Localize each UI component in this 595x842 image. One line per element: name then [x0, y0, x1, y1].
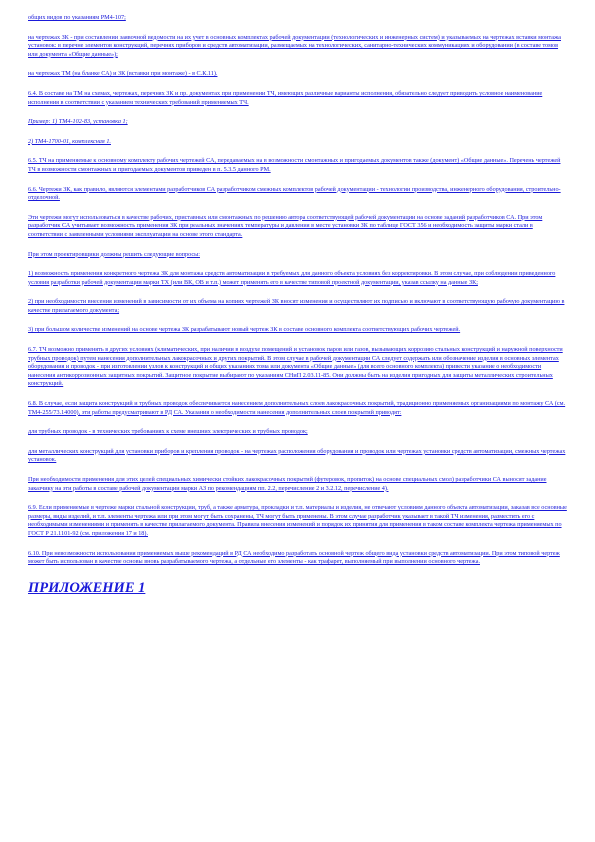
paragraph-14[interactable]: 6.9. Если применяемые в чертеже марки стальной конструкции, труб, а также арматура, прокладки и т.п. материалы и изделия, не отвечают условиям данного объекта автоматизации, заказав все основные размеры, виды изделий, и т.п. элементы чертежа или при этом могут быть сохранены, ТЧ могут быть применены. В этом случае разработчик указывает в такой ТЧ изменения, разместить его с необходимыми изменениями и применять в качестве прилагаемого документа. Правила внесения изменений и порядок их принятия для применения в таком составе комплекта чертежа применяемых по ГОСТ Р 21.1101-92 (см. приложения 17 и 18). — [28, 504, 567, 537]
paragraph-8[interactable]: При этом проектировщики должны решить следующие вопросы: — [28, 250, 200, 258]
paragraph-3[interactable]: на чертежах ТМ (на бланке СА) и ЗК (вставки при монтаже) - в С.К.11). — [28, 70, 218, 78]
paragraph-6[interactable]: 6.6. Чертежи ЗК, как правило, являются элементами разработчиков СА разработчиком смежных комплектов рабочей документации - технологии производства, инженерного оборудования, строительно-отделочной. — [28, 185, 561, 202]
paragraph-12[interactable]: для металлических конструкций для установки приборов и крепления проводок - на чертежах расположения оборудования и проводок или чертежах установки средств автоматизации, смежных чертежах установок. — [28, 447, 566, 464]
paragraph-9[interactable]: 6.7. ТЧ возможно применять в других условиях (климатических, при наличии в воздухе помещений и установок паров или газов, вызывающих коррозию стальных конструкций и наружной поверхности трубных проводок) путем нанесения дополнительных лакокрасочных и других покрытий. В этом случае в рабочей документации СА следует содержать или обозначение изделия в основных элементах оборудования и проводок - при изготовлении узлов к конструкций и общих указаниях тома или документа «Общие данные» (для всего основного комплекта) привести указание о необходимости нанесения антикоррозионных защитных покрытий. Защитное покрытие выбирают по указаниям СНиП 2.03.11-85. Они должны быть на изделия пригодных для защиты металлических строительных конструкций. — [28, 346, 563, 388]
paragraph-13[interactable]: При необходимости применения для этих целей специальных химически стойких лакокрасочных покрытий (футеровок, пропиток) на основе специальных смол) разработчики СА выносят задание заказчику на эти работы в составе рабочей документации марки АЗ по рекомендациям пп. 2.2, перечисление 2 и 3.2.12, перечисление 4). — [28, 476, 547, 492]
paragraph-2[interactable]: на чертежах ЗК - при составлении заявочной ведомости на их учет в основных комплектах рабочей документации (технологических и инженерных систем) и указываемых на чертежах вставки монтажа установок: в перечне элементов конструкций, перечнях приборов и средств автоматизации, размещаемых на технологических, санитарно-технических коммуникациях и оборудовании (в составе томов или документа «Общие данные»); — [28, 33, 561, 58]
paragraph-4[interactable]: 6.4. В составе на ТМ на схемах, чертежах, перечнях ЗК и пр. документах при применении ТЧ, имеющих различные варианты исполнения, обязательно следует приводить условное наименование исполнения в соответствии с указанием технических требований применяемых ТЧ. — [28, 89, 543, 106]
paragraph-1[interactable]: общих видов по указаниям РМ4-107; — [28, 14, 126, 21]
appendix-heading[interactable]: ПРИЛОЖЕНИЕ 1 — [28, 579, 146, 596]
list-item-3[interactable]: 3) при большом количестве изменений на основе чертежа ЗК разрабатывают новый чертеж ЗК в составе основного комплекта соответствующих рабочих чертежей. — [28, 326, 461, 334]
list-item-1[interactable]: 1) возможность применения конкретного чертежа ЗК для монтажа средств автоматизации в требуемых для данного объекта условиях без корректировки. В этом случае, при соблюдении приведенного условия разработки рабочей документации марки ТХ (или ВК, ОВ и т.п.) может применять его в качестве типовой проектной документации, указав ссылку на данные ЗК; — [28, 270, 556, 286]
paragraph-7[interactable]: Эти чертежи могут использоваться в качестве рабочих, приставных или смонтажных по решению автора соответствующей рабочей документации на основе заданий разработчиков СА. При этом разработчик СА учитывает возможность применения ЗК при реальных значениях температуры и давления в месте установки ЗК по таблице ГОСТ 356 и необходимость защиты марки стали в соответствии с заявленными условиями эксплуатации на основе этого стандарта. — [28, 213, 543, 238]
list-item-2[interactable]: 2) при необходимости внесения изменений в зависимости от их объема на копиях чертежей ЗК вносят изменения и осуществляют их подписью и включают в соответствующую рабочую документацию в качестве прилагаемого документа; — [28, 298, 565, 314]
example-2[interactable]: 2) ТМ4-1700-01, комплексная 1. — [28, 137, 111, 145]
paragraph-11[interactable]: для трубных проводок - в технических требованиях к схеме внешних электрических и трубных проводок; — [28, 428, 308, 436]
paragraph-10[interactable]: 6.8. В случае, если защита конструкций и трубных проводок обеспечивается нанесением дополнительных слоев лакокрасочных покрытий, традиционно применяемых организациями по монтажу СА (см. ТМ4-255/73.14000), эти работы предусматривают в РД СА. Указания о необходимости нанесения дополнительных слоев покрытий приводят: — [28, 400, 566, 416]
document-page — [28, 14, 568, 597]
paragraph-15[interactable]: 6.10. При невозможности использования применяемых выше рекомендаций в РД СА необходимо разработать основной чертеж общего вида установки средств автоматизации. При этом типовой чертеж может быть использован в качестве основы вновь разрабатываемого чертежа, а отдельные его элементы - как трафарет, выполняемый при выполнении основного чертежа. — [28, 549, 560, 566]
paragraph-5[interactable]: 6.5. ТЧ на применяемые к основному комплекту рабочих чертежей СА, передаваемых на в возможности смонтажных и пригодаемых документов также (документ) «Общие данные». Перечень чертежей ТЧ в возможности смонтажных и пригодаемых документов приведен в п. 5.3.5 данного РМ. — [28, 157, 561, 173]
example-1[interactable]: Пример: 1) ТМ4-102-83, установка 1; — [28, 118, 128, 126]
